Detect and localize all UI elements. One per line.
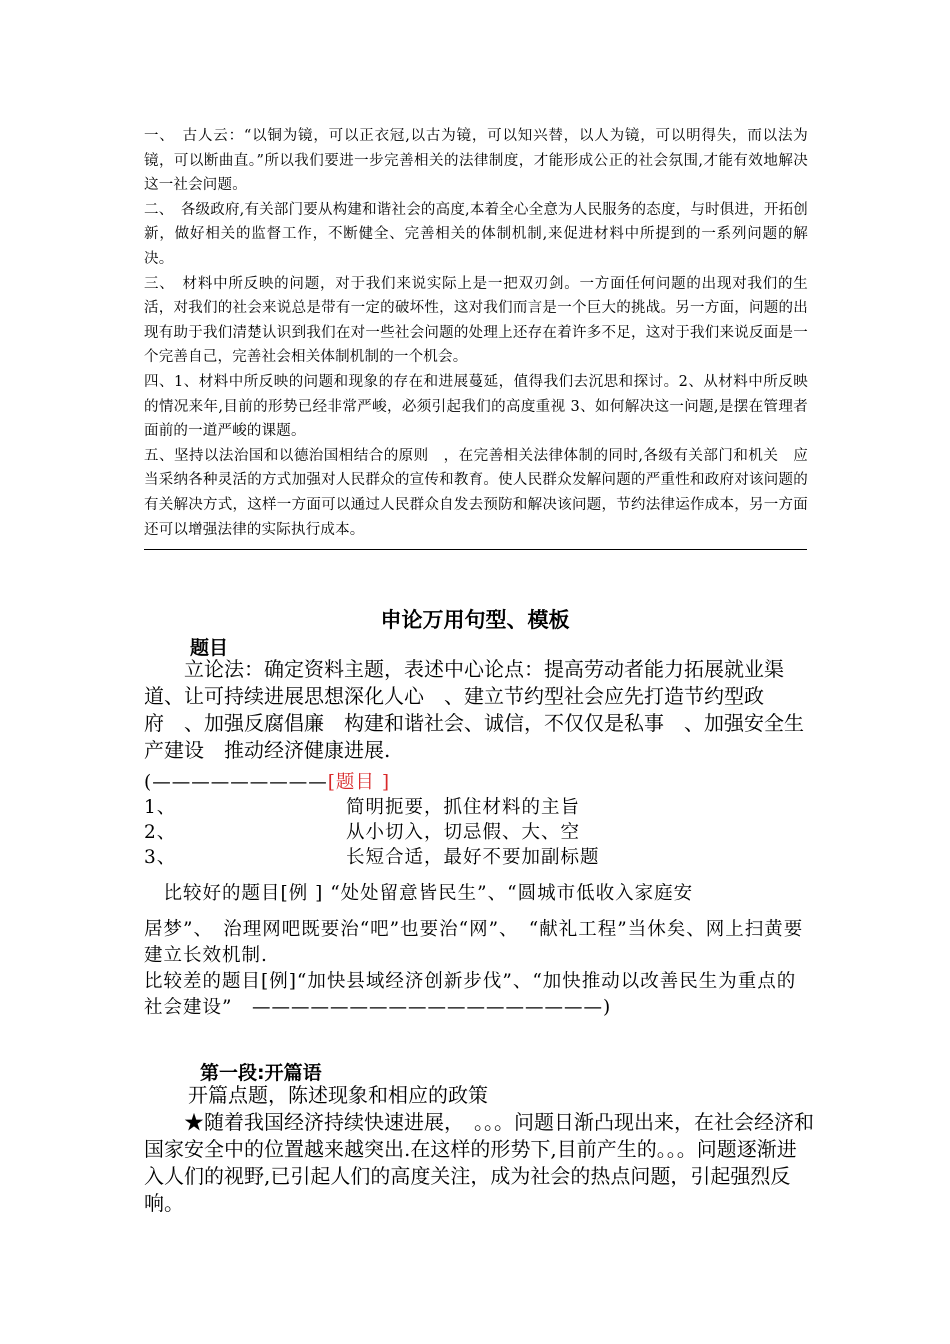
rule-number: 1、 bbox=[144, 797, 177, 818]
top-answer-list bbox=[144, 124, 808, 542]
lilun-paragraph bbox=[144, 656, 814, 764]
good-example-line-1 bbox=[144, 881, 809, 907]
rule-number: 3、 bbox=[144, 847, 177, 868]
answer-paragraph-5: 五、坚持以法治国和以德治国相结合的原则 ，在完善相关法律体制的同时,各级有关部门和机关 应当采纳各种灵活的方式加强对人民群众的宣传和教育。使人民群众发解问题的严重性和政府对该问题的有关解决方式，这样一方面可以通过人民群众自发去预防和解决该问题，节约法律运作成本，另一方面还可以增强法律的实际执行成本。 bbox=[144, 447, 808, 538]
good-example-block-2 bbox=[144, 917, 809, 1021]
section1-sub: 开篇点题，陈述现象和相应的政策 bbox=[188, 1083, 488, 1107]
rule-item bbox=[144, 845, 809, 870]
section1-text: ★随着我国经济持续快速进展， 。。。问题日渐凸现出来，在社会经济和国家安全中的位置越来越突出.在这样的形势下,目前产生的。。。问题逐渐进入人们的视野,已引起人们的高度关注，成为社会的热点问题，引起强烈反响。 bbox=[144, 1110, 814, 1215]
bracket-open: (————————— bbox=[144, 772, 328, 793]
answer-paragraph-4: 四、1、材料中所反映的问题和现象的存在和进展蔓延，值得我们去沉思和探讨。2、从材料中所反映的情况来年,目前的形势已经非常严峻，必须引起我们的高度重视 3、如何解决这一问题,是摆在管理者面前的一道严峻的课题。 bbox=[144, 373, 808, 440]
good-example-text-2: 居梦”、 治理网吧既要治“吧”也要治“网”、 “献礼工程”当休矣、网上扫黄要建立长效机制. bbox=[144, 919, 804, 966]
section1-heading: 第一段:开篇语 bbox=[200, 1062, 322, 1084]
rule-text: 从小切入，切忌假、大、空 bbox=[346, 822, 581, 843]
lilun-text: 立论法：确定资料主题，表述中心论点：提高劳动者能力拓展就业渠道、让可持续进展思想深化人心 、建立节约型社会应先打造节约型政府 、加强反腐倡廉 构建和谐社会、诚信，不仅仅是私事 、加强安全生产建设 推动经济健康进展. bbox=[144, 657, 804, 762]
rule-text: 简明扼要，抓住材料的主旨 bbox=[346, 797, 581, 818]
page-title: 申论万用句型、模板 bbox=[380, 608, 570, 632]
answer-paragraph-1: 一、 古人云：“以铜为镜，可以正衣冠,以古为镜，可以知兴替，以人为镜，可以明得失，而以法为镜，可以断曲直。”所以我们要进一步完善相关的法律制度，才能形成公正的社会氛围,才能有效地解决这一社会问题。 bbox=[144, 128, 808, 194]
rule-item bbox=[144, 820, 809, 845]
rule-item bbox=[144, 795, 809, 820]
rule-text: 长短合适，最好不要加副标题 bbox=[346, 847, 600, 868]
section1-body bbox=[144, 1082, 814, 1217]
good-example-text-1: 比较好的题目[例 ] “处处留意皆民生”、“圆城市低收入家庭安 bbox=[144, 883, 694, 904]
heading-title: 题目 bbox=[190, 637, 229, 659]
title-rules bbox=[144, 770, 809, 870]
answer-paragraph-3: 三、 材料中所反映的问题，对于我们来说实际上是一把双刃剑。一方面任何问题的出现对我们的生活，对我们的社会来说总是带有一定的破坏性，这对我们而言是一个巨大的挑战。另一方面，问题的出现有助于我们清楚认识到我们在对一些社会问题的处理上还存在着许多不足，这对于我们来说反面是一个完善自己，完善社会相关体制机制的一个机会。 bbox=[144, 275, 808, 366]
rule-number: 2、 bbox=[144, 822, 177, 843]
bracket-red-label: [题目 ] bbox=[327, 772, 391, 793]
bracket-line bbox=[144, 770, 809, 795]
divider-line bbox=[144, 549, 807, 550]
answer-paragraph-2: 二、 各级政府,有关部门要从构建和谐社会的高度,本着全心全意为人民服务的态度，与时俱进，开拓创新，做好相关的监督工作，不断健全、完善相关的体制机制,来促进材料中所提到的一系列问题的解决。 bbox=[144, 201, 808, 267]
bad-example-text: 比较差的题目[例]“加快县域经济创新步伐”、“加快推动以改善民生为重点的社会建设” ——————————————————) bbox=[144, 971, 797, 1018]
